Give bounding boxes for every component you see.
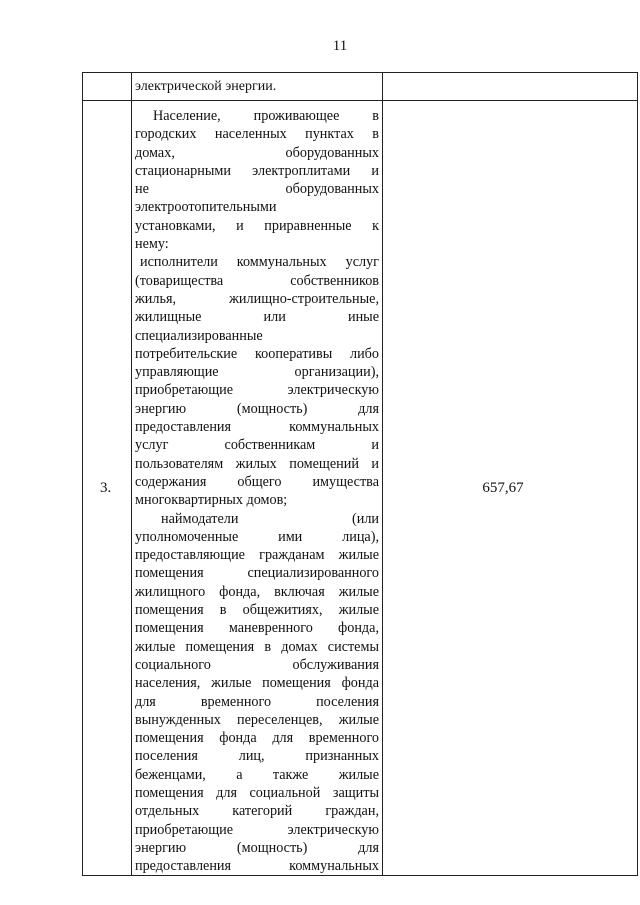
text-line: Население, проживающее в: [153, 108, 379, 124]
text-line: помещения фонда для временного: [135, 730, 379, 747]
tariff-table: [82, 72, 638, 876]
table-cell-number: [83, 73, 132, 101]
text-line: для временного поселения: [135, 693, 379, 710]
text-line: наймодатели (или: [161, 510, 379, 527]
text-line: не оборудованных: [135, 181, 379, 198]
text-line: помещения для социальной защиты: [135, 784, 379, 801]
row-value: 657,67: [383, 101, 638, 876]
text-line: жилые помещения в домах системы: [135, 638, 379, 655]
text-line: населения, жилые помещения фонда: [135, 675, 379, 692]
text-line: беженцами, а также жилые: [135, 766, 379, 783]
text-line: специализированные: [135, 327, 263, 344]
table-cell-text: электрической энергии.: [132, 73, 383, 101]
text-line: уполномоченные ими лица),: [135, 528, 379, 545]
table-row: [83, 73, 638, 101]
text-line: жилищные или иные: [135, 309, 379, 326]
text-line: энергию (мощность) для: [135, 400, 379, 417]
text-line: потребительские кооперативы либо: [135, 345, 379, 362]
text-line: помещения в общежитиях, жилые: [135, 602, 379, 619]
table-row: [83, 101, 638, 876]
text-line: помещения маневренного фонда,: [135, 620, 379, 637]
text-line: поселения лиц, признанных: [135, 748, 379, 765]
text-line: социального обслуживания: [135, 656, 379, 673]
text-line: электроотопительными: [135, 199, 277, 216]
text-line: нему:: [135, 236, 169, 253]
text-line: услуг собственникам и: [135, 437, 379, 454]
text-line: помещения специализированного: [135, 565, 379, 582]
text-line: управляющие организации),: [135, 364, 379, 381]
text-line: приобретающие электрическую: [135, 382, 379, 399]
text-line: предоставляющие гражданам жилые: [135, 547, 379, 564]
text-line: вынужденных переселенцев, жилые: [135, 711, 379, 728]
page-number: 11: [332, 38, 348, 54]
text-line: (товарищества собственников: [135, 272, 379, 289]
text-line: энергию (мощность) для: [135, 839, 379, 856]
text-line: исполнители коммунальных услуг: [140, 254, 379, 271]
row-number: 3.: [83, 101, 132, 876]
text-line: многоквартирных домов;: [135, 492, 288, 509]
text-line: предоставления коммунальных: [135, 858, 379, 875]
text-line: приобретающие электрическую: [135, 821, 379, 838]
text-line: городских населенных пунктах в: [135, 126, 379, 143]
text-line: содержания общего имущества: [135, 473, 379, 490]
text-line: пользователям жилых помещений и: [135, 455, 379, 472]
text-line: жилья, жилищно-строительные,: [135, 290, 379, 307]
text-line: жилищного фонда, включая жилые: [135, 583, 379, 600]
table-cell-value: [383, 73, 638, 101]
text-line: отдельных категорий граждан,: [135, 803, 379, 820]
text-line: домах, оборудованных: [135, 144, 379, 161]
text-line: стационарными электроплитами и: [135, 162, 379, 179]
row-description: [132, 101, 383, 876]
text-line: предоставления коммунальных: [135, 419, 379, 436]
text-line: установками, и приравненные к: [135, 217, 379, 234]
